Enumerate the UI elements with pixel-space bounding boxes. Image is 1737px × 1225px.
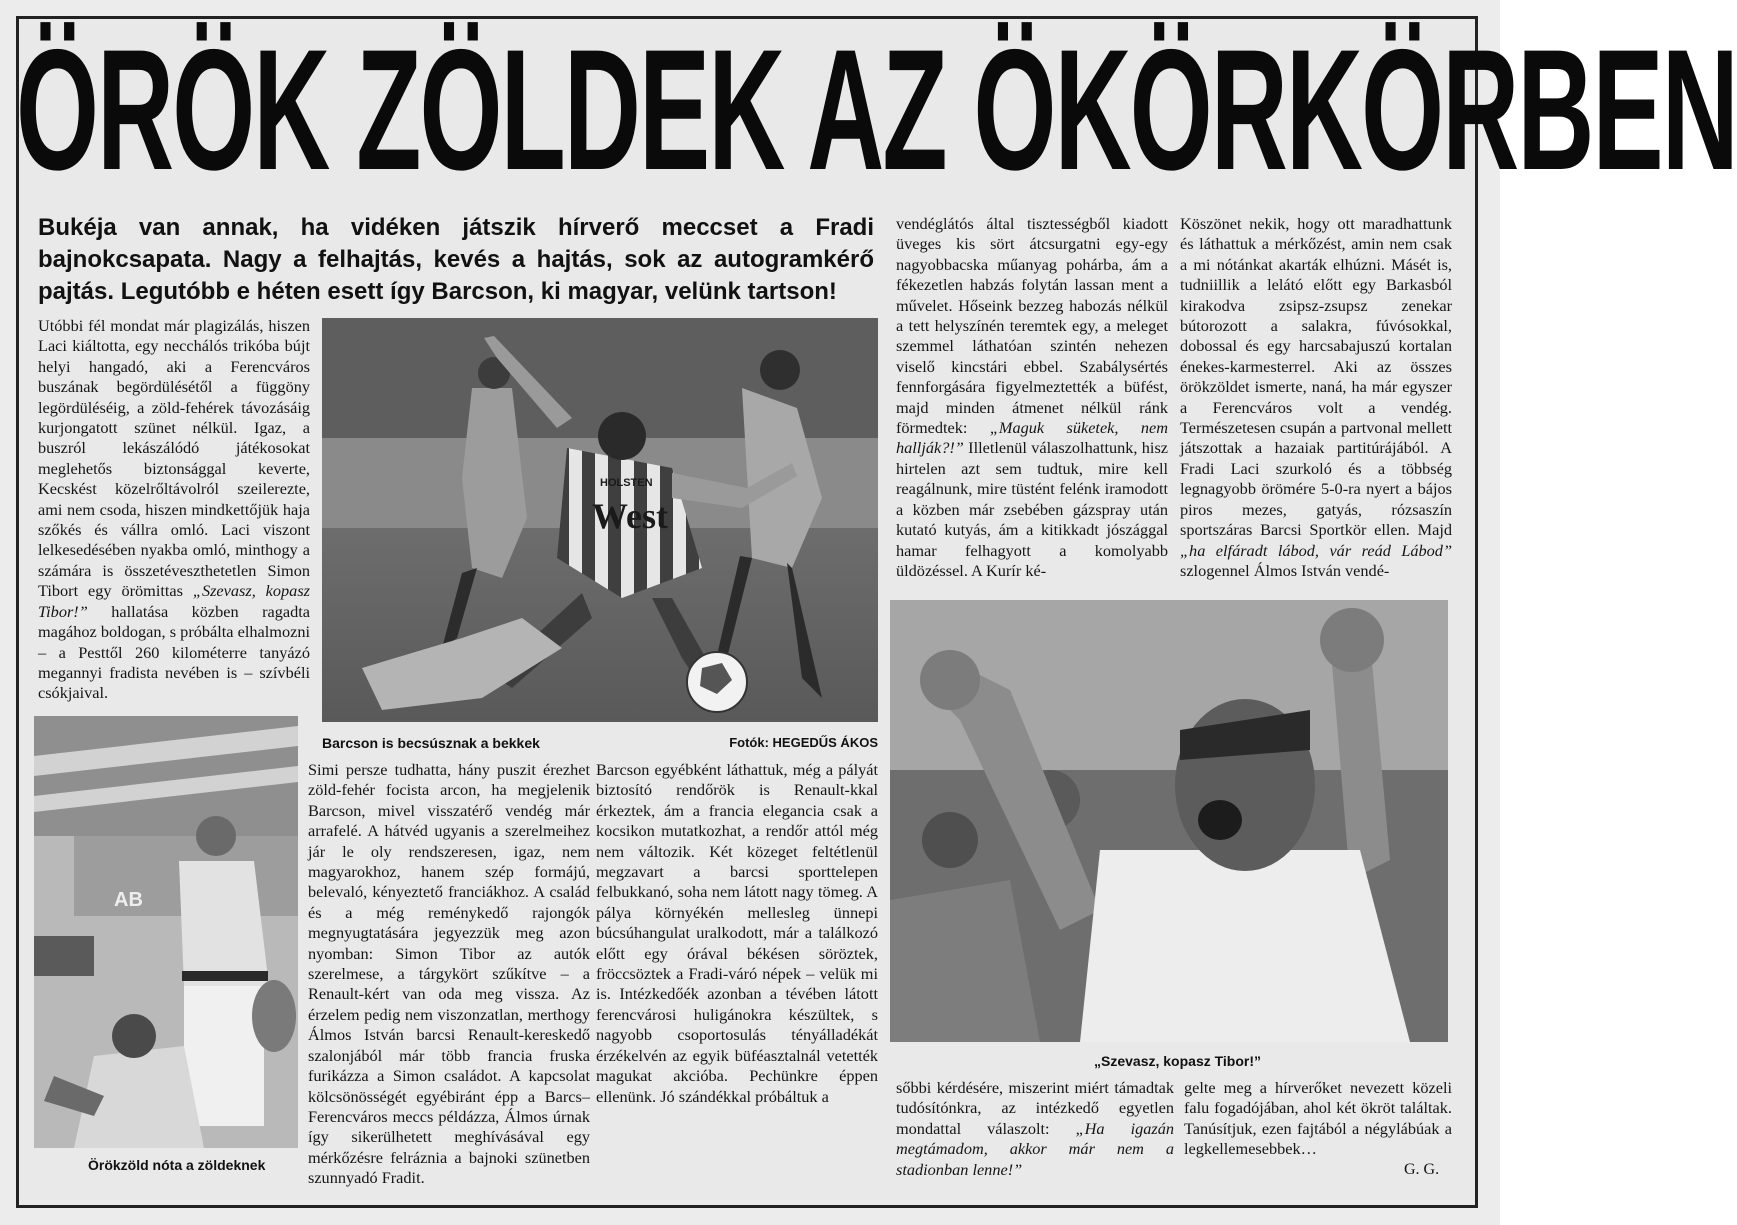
- quote-text: „ha elfáradt lábod, vár reád Lábod”: [1180, 540, 1452, 560]
- body-column-1: [38, 316, 310, 712]
- body-text: Illetlenül válaszolhattunk, hisz hirtelen azt sem tudtuk, mire kell reagálnunk, mire tüstént felénk iramodott a közben már zsebében gázspray után kutató kutyás, ám a kitikkadt jószággal hamar felhagyott a komolyabb üldözéssel. A Kurír ké-: [896, 438, 1169, 580]
- quote-text: „Szevasz, kopasz Tibor!”: [38, 581, 310, 621]
- author-signature: G. G.: [1404, 1161, 1440, 1178]
- band-photo-caption: Örökzöld nóta a zöldeknek: [88, 1157, 266, 1173]
- fan-photo: [890, 600, 1448, 1042]
- body-column-3: [596, 760, 878, 1180]
- headline: ÖRÖK ZÖLDEK AZ ÖKÖRKÖRBEN: [16, 14, 1737, 206]
- body-column-5: [1180, 214, 1452, 594]
- quote-text: „Ha igazán megtámadom, akkor már nem a stadionban lenne!”: [896, 1118, 1175, 1179]
- football-action-photo: [322, 318, 878, 722]
- body-text: szlogennel Álmos István vendé-: [1180, 560, 1390, 580]
- quote-text: „Maguk süketek, nem hallják?!”: [896, 418, 1168, 458]
- body-text: gelte meg a hírverőket nevezett közeli falu fogadójában, ahol két ökröt találtak. Tanúsítjuk, ezen fajtából a négylábúak a legkellemesebbek…: [1184, 1078, 1452, 1159]
- shirt-sponsor-west: West: [592, 496, 668, 536]
- body-text: Köszönet nekik, hogy ott maradhattunk és láthattuk a mérkőzést, amin nem csak a mi nótánkat akarták elhúzni. Másét is, tudniillik a lelátó előtt egy Barkasból kirakodva zsipsz-zsupsz zenekar bútorozott a salakra, fúvósokkal, dobossal és egy harcsabajuszú kortalan énekes-karmesterrel. Aki az összes örökzöldet ismerte, naná, ha már egyszer a Ferencváros volt a vendég. Természetesen csupán a partvonal mellett játszottak a hazaiak partitúrájából. A Fradi Laci szurkoló és a többség legnagyobb örömére 5-0-ra nyert a bájos piros mezes, gatyás, rózsaszín sportszáras Barcsi Sportkör ellen. Majd: [1180, 214, 1452, 540]
- body-text: Utóbbi fél mondat már plagizálás, hiszen Laci kiáltotta, egy necchálós trikóba bújt helyi hangadó, aki a Ferencváros buszának begördülésétől a függöny legördüléséig, a zöld-fehérek távozásáig kurjongatott szünet nélkül. Igaz, a buszról lekászálódó játékosokat meglehetős biztonsággal keverte, Kecskést közelrőltávolról szeilerezte, ami nem csoda, hiszen mindkettőjük haja szőkés és vállra omló. Laci viszont lelkesedésében nyakba omló, minthogy a számára is összetéveszthetetlen Simon Tibort egy örömittas: [38, 316, 310, 601]
- fan-photo-caption: „Szevasz, kopasz Tibor!”: [1094, 1053, 1262, 1069]
- band-photo: [34, 716, 298, 1148]
- body-text: Barcson egyébként láthattuk, még a pályát biztosító rendőrök is Renault-kkal érkeztek, ám a francia elegancia csak a kocsikon mutatkozhat, a rendőr attól még nem változik. Két közeget feltétlenül megzavart a barcsi sporttelepen felbukkanó, soha nem látott nagy tömeg. A pálya környékén mellesleg ünnepi búcsúhangulat uralkodott, már a találkozó előtt egy órával békésen söröztek, fröccsöztek a Fradi-váró népek – velük mi is. Intézkedőék azonban a tévében látott ferencvárosi huligánokra készültek, s nagyobb csoportosulás tényálladékát érzékelvén az egyik büféasztalnál vetették magukat akcióba. Pechünkre éppen ellenünk. Jó szándékkal próbáltuk a: [596, 760, 878, 1106]
- body-column-4-bottom: [896, 1078, 1174, 1180]
- body-column-5-bottom: [1184, 1078, 1452, 1160]
- body-column-4: [896, 214, 1168, 594]
- lead-paragraph: Bukéja van annak, ha vidéken játszik hírverő meccset a Fradi bajnokcsapata. Nagy a felhajtás, kevés a hajtás, sok az autogramkérő pajtás. Legutóbb e héten esett így Barcson, ki magyar, velünk tartson!: [38, 214, 874, 305]
- shirt-sponsor-holsten: HOLSTEN: [600, 477, 653, 489]
- body-text: vendéglátós által tisztességből kiadott üveges kis sört átcsurgatni egy-egy nagyobbacska műanyag pohárba, ám a fékezetlen habzás folytán lassan ment a művelet. Hőseink bezzeg habozás nélkül a tett helyszínén teremtek egy, a meleget szemmel láthatóan szintén nehezen viselő kincstári ebbel. Szabálysértés fennforgására figyelmeztették a büfést, majd minden átmenet nélkül ránk förmedtek:: [896, 214, 1168, 438]
- body-text: sőbbi kérdésére, miszerint miért támadtak tudósítónkra, az intézkedő egyetlen mondattal válaszolt:: [896, 1078, 1174, 1138]
- banner-text: AB: [114, 889, 143, 911]
- main-photo-caption: Barcson is becsúsznak a bekkek: [322, 735, 540, 751]
- body-text: hallatása közben ragadta magához boldogan, s próbálta elhalmozni – a Pesttől 260 kilométerre tanyázó megannyi fradista nevében is – szívbéli csókjaival.: [38, 601, 310, 703]
- photo-credit: Fotók: HEGEDŰS ÁKOS: [729, 735, 878, 750]
- body-column-2: [308, 760, 590, 1188]
- body-text: Simi persze tudhatta, hány puszit érezhet zöld-fehér focista arcon, ha megjelenik Barcson, mivel visszatérő vendég már arrafelé. A hátvéd ugyanis a szerelmeihez jár le oly rendszeresen, igaz, nem magyarokhoz, hanem szép formájú, belevaló, kényeztető franciákhoz. A család és a még reménykedő rajongók megnyugtatására jegyezzük meg azon nyomban: Simon Tibor az autók szerelmese, a tárgykört szűkítve – a Renault-kért van oda meg vissza. Az érzelem pedig nem viszonzatlan, merthogy Álmos István barcsi Renault-kereskedő szalonjából már több francia fruska furikázza a Simon családot. A kapcsolat kölcsönösségét egyébiránt épp a Barcs–Ferencváros meccs példázza, Álmos úrnak így sikerülhetett meghívásával egy mérkőzésre felráznia a bajnoki szünetben szunnyadó Fradit.: [308, 760, 590, 1188]
